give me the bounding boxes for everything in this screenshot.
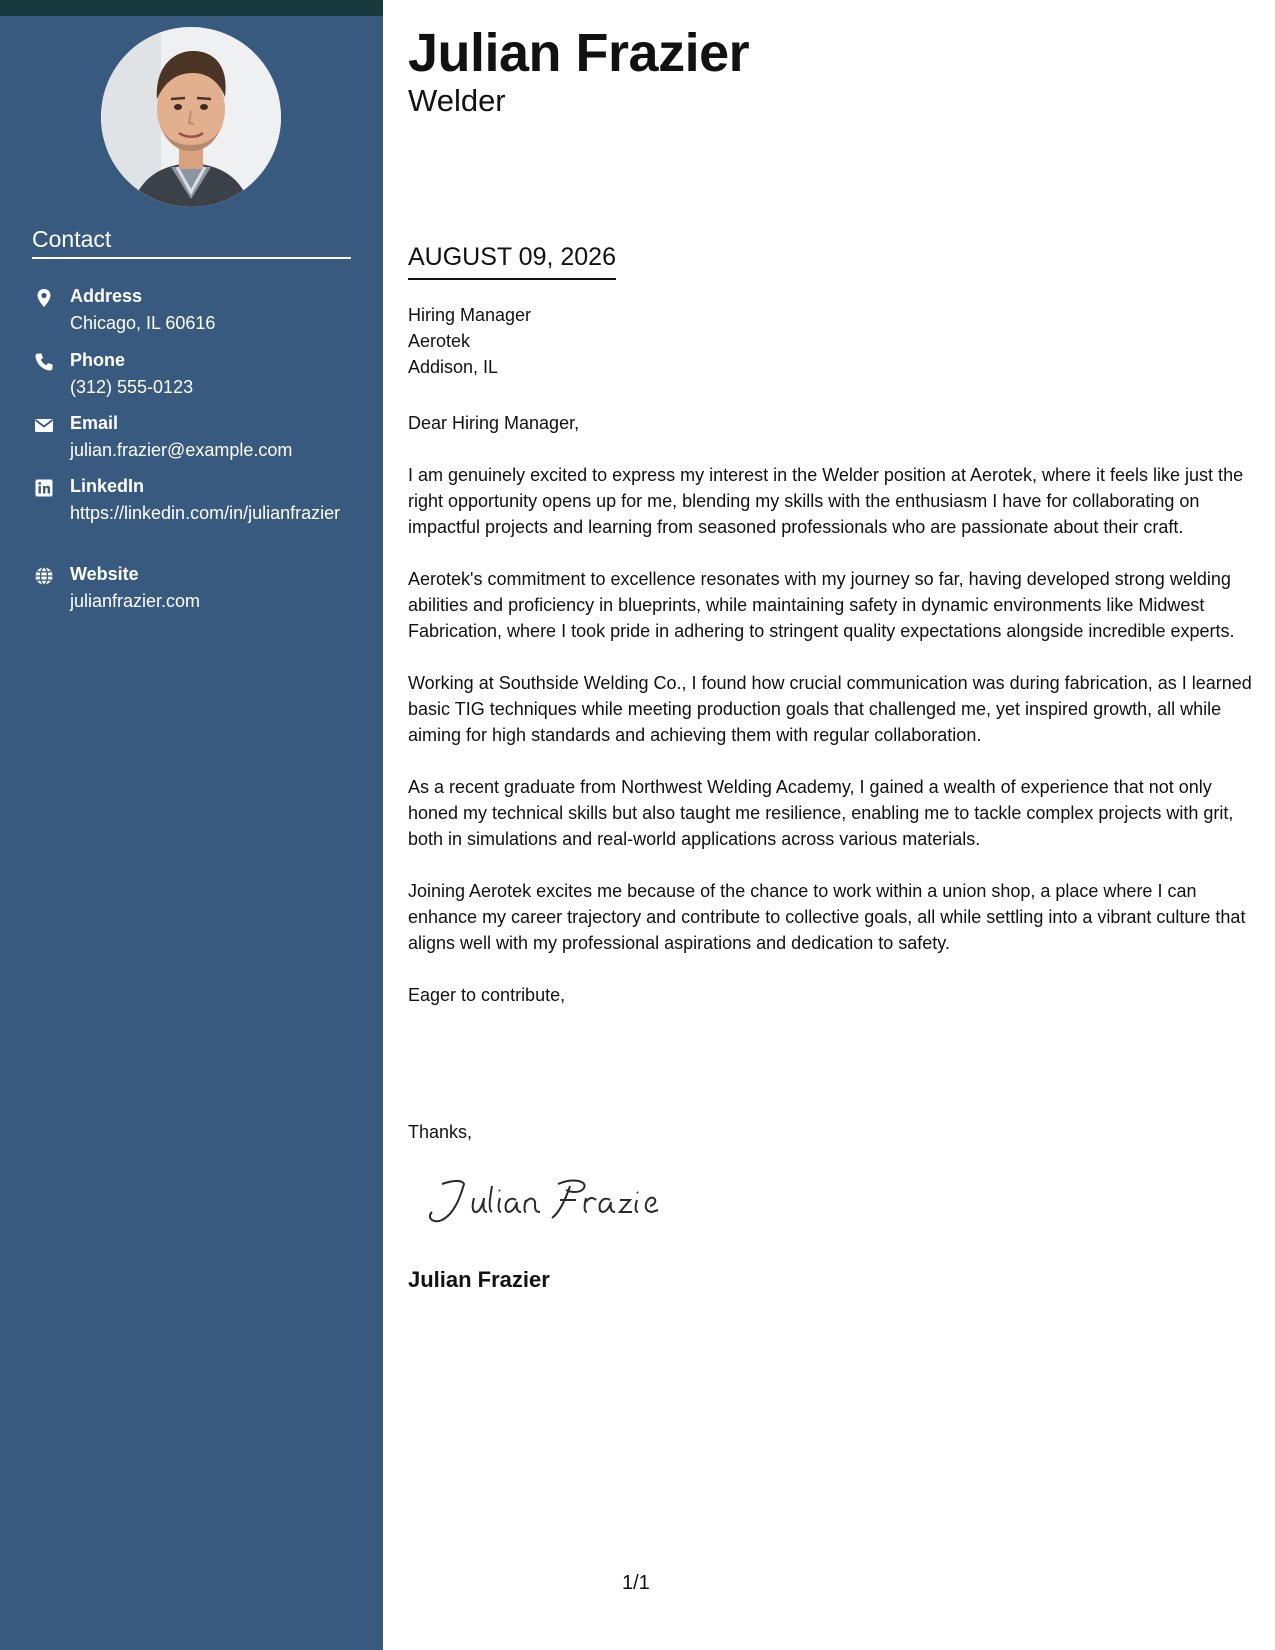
applicant-name: Julian Frazier — [408, 23, 750, 83]
recipient-line: Aerotek — [408, 331, 471, 351]
letter-paragraph: Joining Aerotek excites me because of the chance to work within a union shop, a place where I can enhance my career trajectory and contribute to collective goals, all while settling into a vibrant culture that aligns well with my professional aspirations and dedication to safety. — [408, 881, 1246, 953]
recipient-block — [408, 302, 531, 380]
contact-heading: Contact — [32, 226, 351, 259]
salutation: Dear Hiring Manager, — [408, 413, 580, 433]
globe-icon — [34, 566, 54, 586]
contact-website-value[interactable]: julianfrazier.com — [70, 591, 201, 611]
contact-phone-label: Phone — [70, 350, 126, 370]
contact-address-label: Address — [70, 286, 143, 306]
contact-address-value: Chicago, IL 60616 — [70, 313, 216, 333]
sidebar-top-bar — [0, 0, 383, 16]
page-number: 1/1 — [622, 1572, 650, 1594]
letter-date: AUGUST 09, 2026 — [408, 243, 616, 280]
handwritten-signature — [420, 1170, 660, 1230]
contact-linkedin-label: LinkedIn — [70, 476, 145, 496]
sign-off: Thanks, — [408, 1122, 473, 1142]
recipient-line: Addison, IL — [408, 357, 499, 377]
phone-icon — [34, 352, 54, 372]
signer-name: Julian Frazier — [408, 1267, 550, 1292]
contact-phone-value: (312) 555-0123 — [70, 377, 194, 397]
letter-paragraph: Aerotek's commitment to excellence resonates with my journey so far, having developed strong welding abilities and proficiency in blueprints, while maintaining safety in dynamic environments like Midwest Fabrication, where I took pride in adhering to stringent quality expectations alongside incredible experts. — [408, 569, 1235, 641]
avatar — [101, 27, 281, 207]
contact-email-value[interactable]: julian.frazier@example.com — [70, 440, 293, 460]
sidebar — [0, 16, 383, 1650]
letter-paragraph: I am genuinely excited to express my interest in the Welder position at Aerotek, where it feels like just the right opportunity opens up for me, blending my skills with the enthusiasm I have for collaborating on impactful projects and learning from seasoned professionals who are passionate about their craft. — [408, 465, 1244, 537]
avatar-illustration — [101, 27, 281, 207]
linkedin-icon — [34, 478, 54, 498]
letter-paragraph: Working at Southside Welding Co., I found how crucial communication was during fabrication, as I learned basic TIG techniques while meeting production goals that challenged me, yet inspired growth, all while aiming for high standards and achieving them with regular collaboration. — [408, 673, 1252, 745]
closing-line: Eager to contribute, — [408, 985, 566, 1005]
contact-linkedin-value[interactable]: https://linkedin.com/in/julianfrazier — [70, 503, 341, 523]
recipient-line: Hiring Manager — [408, 305, 532, 325]
contact-website-label: Website — [70, 564, 139, 584]
contact-email-label: Email — [70, 413, 119, 433]
email-icon — [34, 415, 54, 435]
letter-body — [408, 410, 1253, 1034]
applicant-role: Welder — [408, 83, 506, 118]
letter-paragraph: As a recent graduate from Northwest Welding Academy, I gained a wealth of experience that not only honed my technical skills but also taught me resilience, enabling me to tackle complex projects with grit, both in simulations and real-world applications across various materials. — [408, 777, 1234, 849]
map-pin-icon — [34, 288, 54, 308]
